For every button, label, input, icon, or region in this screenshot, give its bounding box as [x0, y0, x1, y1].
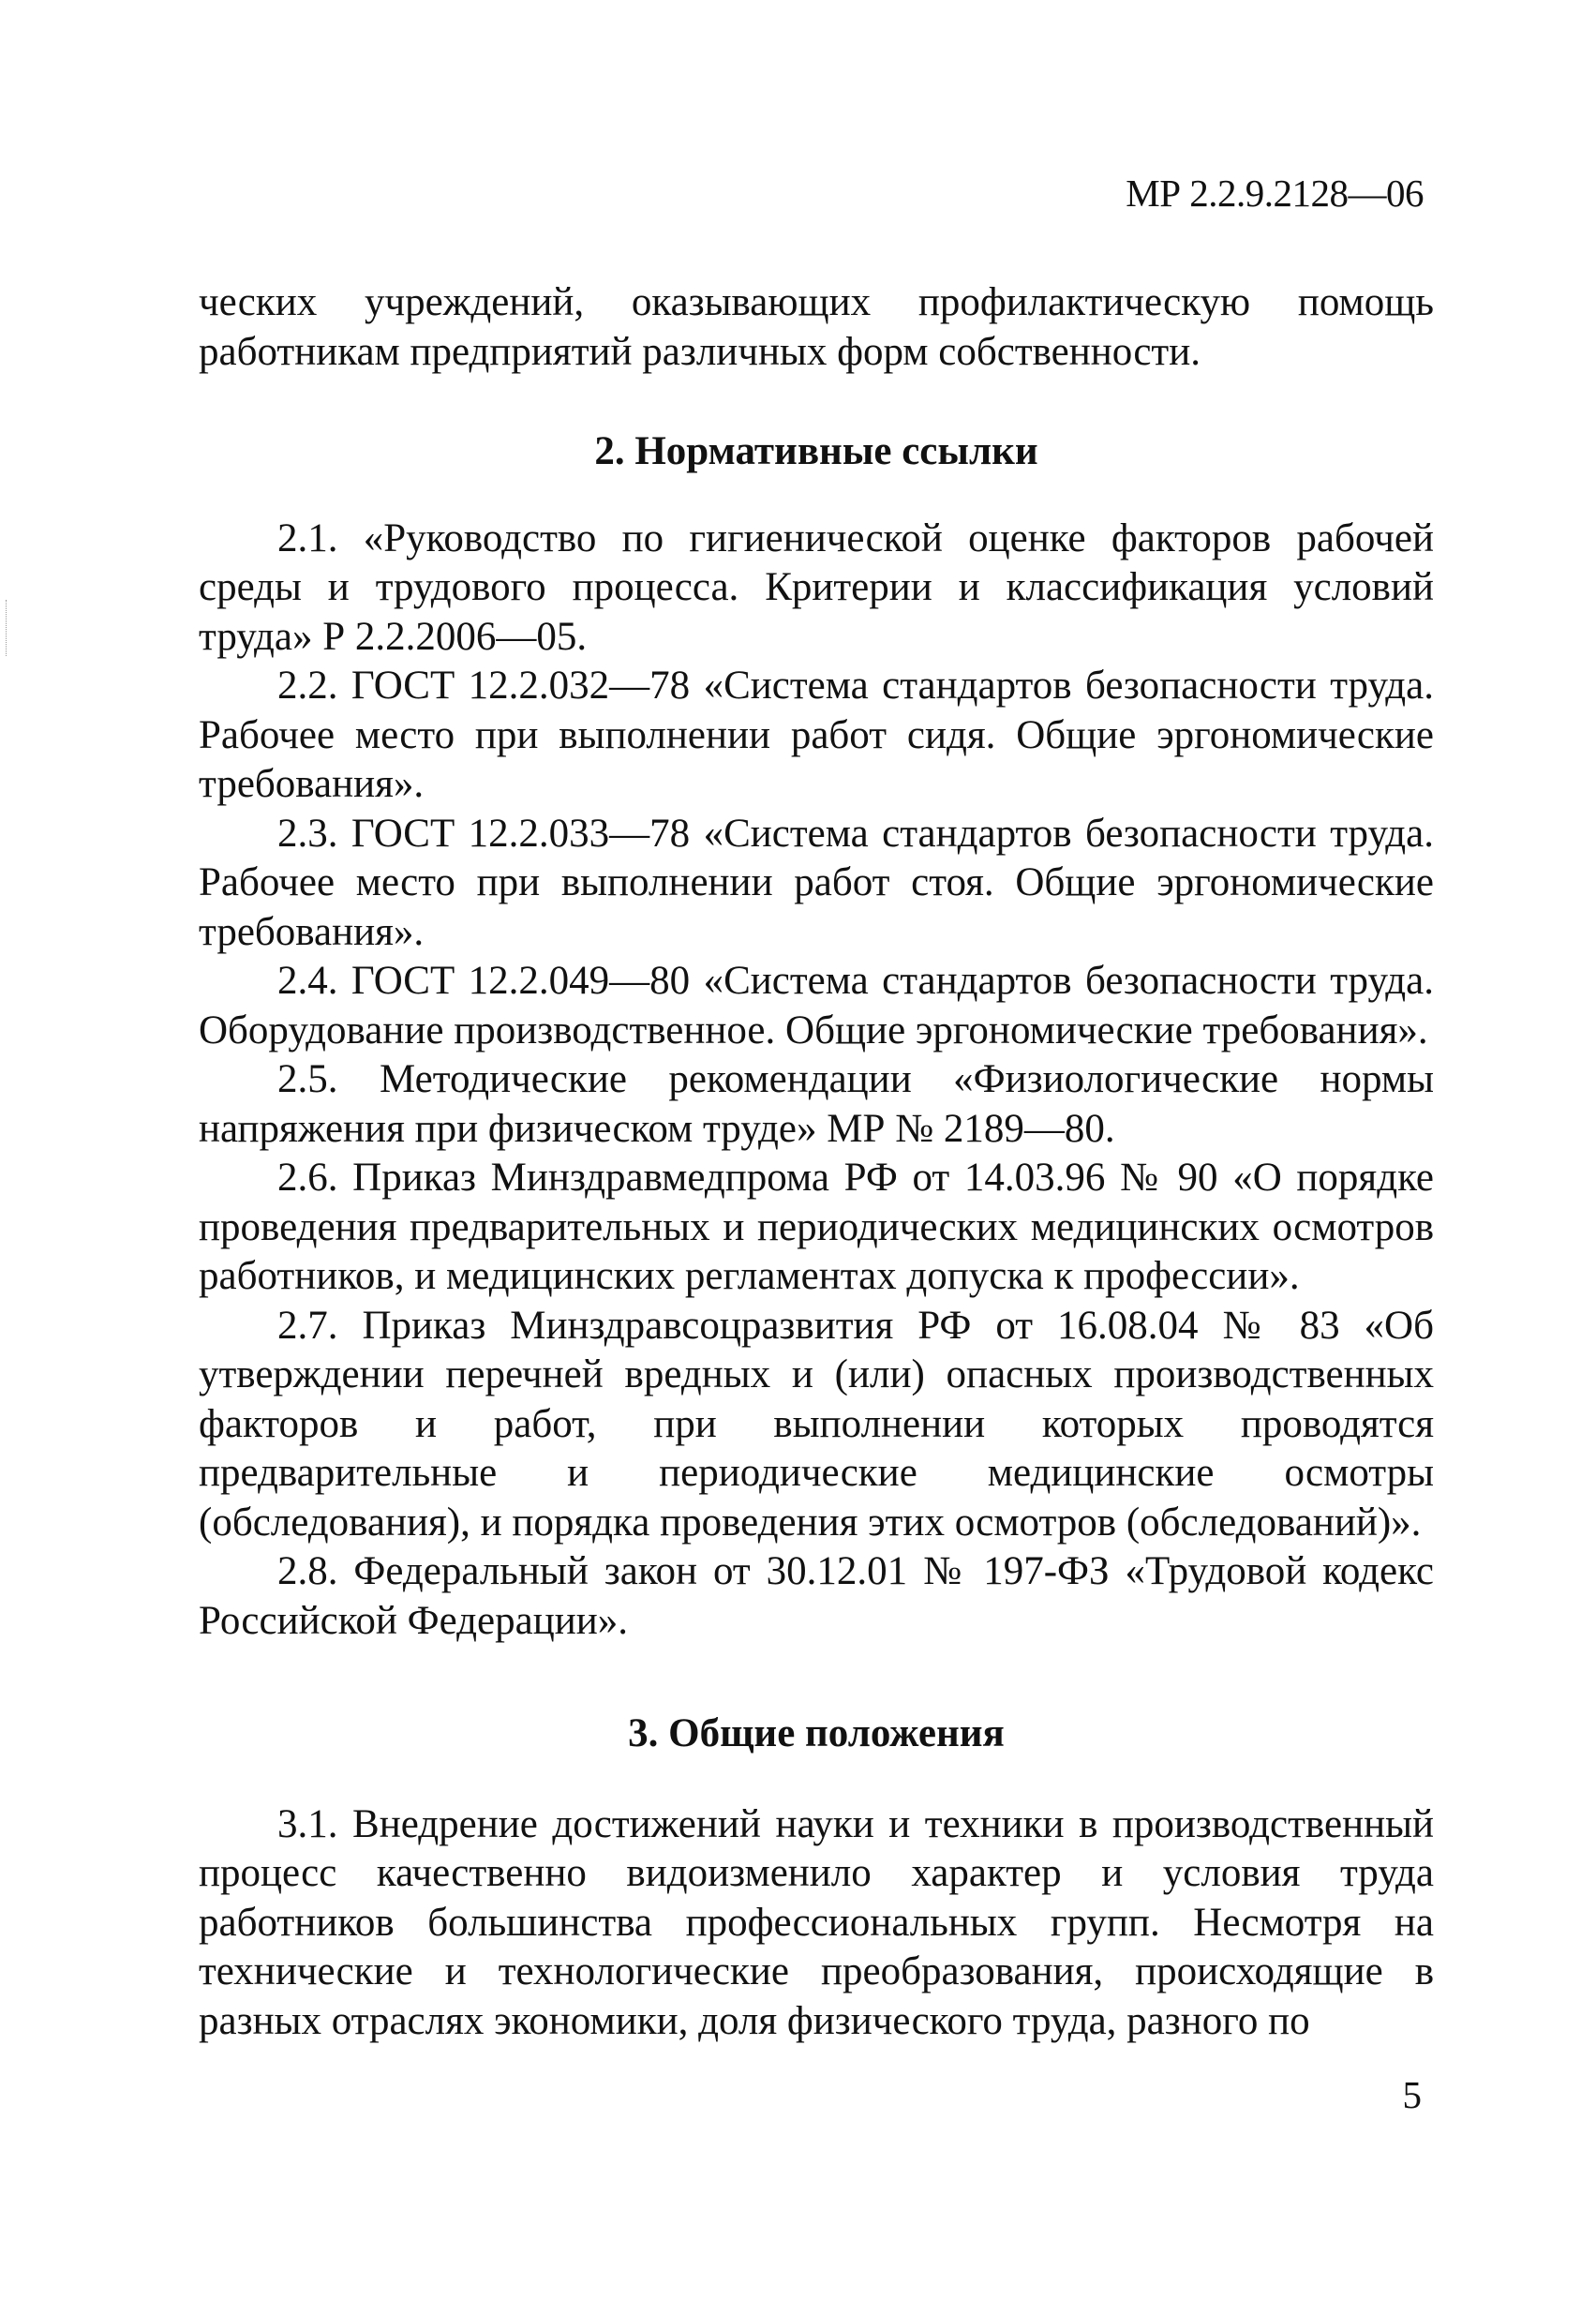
section-3-heading: 3. Общие положения	[628, 1711, 1005, 1755]
section-2-heading: 2. Нормативные ссылки	[594, 429, 1038, 473]
provision-3-1: 3.1. Внедрение достижений науки и техники в производственный процесс качественно видоизменило характер и условия труда работников большинства профессиональных групп. Несмотря на технические и технологические преобразования, происходящие в разных отраслях экономики, доля физического труда, разного по	[199, 1801, 1434, 2043]
page-content	[199, 278, 1434, 2046]
reference-2-6: 2.6. Приказ Минздравмедпрома РФ от 14.03.96 № 90 «О порядке проведения предварительных и периодических медицинских осмотров работников, и медицинских регламентах допуска к профессии».	[199, 1156, 1434, 1298]
reference-2-1: 2.1. «Руководство по гигиенической оценке факторов рабочей среды и трудового процесса. Критерии и классификация условий труда» Р 2.2.2006—05.	[199, 515, 1434, 659]
intro-paragraph: ческих учреждений, оказывающих профилактическую помощь работникам предприятий различных форм собственности.	[199, 280, 1434, 374]
reference-2-3: 2.3. ГОСТ 12.2.033—78 «Система стандартов безопасности труда. Рабочее место при выполнении работ стоя. Общие эргономические требования».	[199, 811, 1434, 954]
reference-2-5: 2.5. Методические рекомендации «Физиологические нормы напряжения при физическом труде» МР № 2189—80.	[199, 1057, 1434, 1151]
reference-2-2: 2.2. ГОСТ 12.2.032—78 «Система стандартов безопасности труда. Рабочее место при выполнении работ сидя. Общие эргономические требования».	[199, 664, 1434, 806]
reference-2-8: 2.8. Федеральный закон от 30.12.01 № 197-ФЗ «Трудовой кодекс Российской Федерации».	[199, 1549, 1434, 1643]
reference-2-4: 2.4. ГОСТ 12.2.049—80 «Система стандартов безопасности труда. Оборудование производственное. Общие эргономические требования».	[199, 959, 1434, 1052]
page-number: 5	[1402, 2073, 1422, 2116]
reference-2-7: 2.7. Приказ Минздравсоцразвития РФ от 16.08.04 № 83 «Об утверждении перечней вредных и (или) опасных производственных факторов и работ, при выполнении которых проводятся предварительные и периодические медицинские осмотры (обследования), и порядка проведения этих осмотров (обследований)».	[199, 1303, 1434, 1545]
document-code: МР 2.2.9.2128—06	[1126, 172, 1424, 215]
scan-artifact	[6, 600, 7, 656]
